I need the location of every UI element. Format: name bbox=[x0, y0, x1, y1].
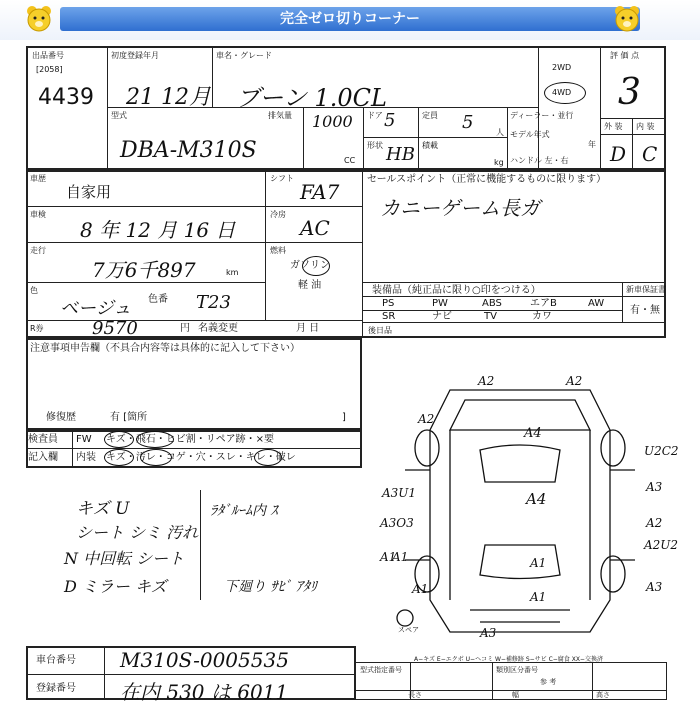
lot-sub: [2058] bbox=[36, 65, 63, 74]
equip-airbag: エアB bbox=[530, 298, 557, 309]
seats-unit: 人 bbox=[496, 128, 504, 137]
entry-label: 記入欄 bbox=[28, 452, 58, 463]
aircon-label: 冷房 bbox=[270, 210, 286, 219]
damage-mark-right-2: A2 bbox=[646, 516, 663, 530]
interior-label: 内 装 bbox=[636, 122, 655, 131]
sales-label: セールスポイント（正常に機能するものに限ります） bbox=[367, 174, 607, 185]
damage-mark-rear: A1 bbox=[530, 590, 547, 604]
name-change-unit: 月 日 bbox=[296, 323, 320, 334]
in-yogore-circle bbox=[140, 449, 172, 466]
note-right-1: ﾗﾀﾞﾙｰﾑ内 ｽ bbox=[210, 503, 278, 519]
interior-value: C bbox=[642, 142, 658, 166]
color-no-label: 色番 bbox=[148, 294, 168, 305]
cc-label: 排気量 bbox=[268, 111, 292, 120]
aircon-value: AC bbox=[300, 216, 330, 240]
width-label: 幅 bbox=[512, 691, 519, 699]
length-label: 長さ bbox=[408, 691, 422, 699]
repair-label: 修復歴 bbox=[46, 412, 76, 423]
note-line-1: キズ U bbox=[76, 499, 130, 519]
chassis-value: M310S-0005535 bbox=[120, 648, 289, 672]
exterior-value: D bbox=[610, 142, 627, 166]
score-label: 評 価 点 bbox=[610, 51, 640, 60]
fw-label: FW bbox=[76, 434, 92, 445]
ref-label: 参 考 bbox=[540, 678, 557, 686]
height-label: 高さ bbox=[596, 691, 610, 699]
banner-title: 完全ゼロ切りコーナー bbox=[60, 7, 640, 31]
damage-mark-front-right: U2C2 bbox=[644, 444, 679, 458]
damage-mark-left-1: A3U1 bbox=[382, 486, 417, 500]
handle-label: ハンドル 左・右 bbox=[510, 156, 569, 165]
first-reg-label: 初度登録年月 bbox=[111, 51, 159, 60]
damage-mark-right-1: A3 bbox=[646, 480, 663, 494]
model-year-unit: 年 bbox=[588, 140, 596, 149]
bear-mascot-icon bbox=[24, 4, 54, 34]
car-name-label: 車名・グレード bbox=[216, 51, 272, 60]
doors-value: 5 bbox=[384, 110, 396, 131]
color-label: 色 bbox=[30, 286, 38, 295]
inspect-value: 8 年 12 月 16 日 bbox=[80, 218, 236, 242]
lot-label: 出品番号 bbox=[32, 51, 64, 60]
equip-sr: SR bbox=[382, 311, 396, 322]
interior-items: キズ・汚レ・コゲ・穴・スレ・キレ・破レ bbox=[106, 452, 296, 463]
interior-label2: 内装 bbox=[76, 452, 96, 463]
reg-label: 登録番号 bbox=[36, 683, 76, 694]
seats-label: 定員 bbox=[422, 111, 438, 120]
in-kizu-circle bbox=[104, 449, 134, 466]
sales-value: カニーゲーム長ガ bbox=[380, 196, 540, 220]
lot-number: 4439 bbox=[38, 85, 94, 110]
first-reg-value: 21 12月 bbox=[126, 85, 211, 110]
damage-mark-bottom-left: A1 bbox=[380, 550, 397, 564]
exterior-label: 外 装 bbox=[604, 122, 623, 131]
name-change-label: 名義変更 bbox=[198, 323, 238, 334]
fw-tobiishi-circle bbox=[136, 431, 174, 448]
equip-aw: AW bbox=[588, 298, 605, 309]
new-car-value: 有・無 bbox=[630, 305, 660, 316]
shift-value: FA7 bbox=[300, 180, 340, 204]
note-line-3: N 中回転 シート bbox=[64, 549, 185, 568]
dealer-label: ディーラー・並行 bbox=[510, 111, 574, 120]
inspector-label: 検査員 bbox=[28, 434, 58, 445]
equip-navi: ナビ bbox=[432, 311, 452, 322]
repair-end: ] bbox=[342, 412, 346, 423]
damage-legend: A−キズ E−エクボ U−ヘコミ W−補修跡 S−サビ C−腐食 XX−交換済 bbox=[414, 656, 603, 663]
note-right-2: 下廻り ｻﾋﾞ ｱﾀﾘ bbox=[224, 579, 317, 595]
equip-label: 装備品（純正品に限り○印をつける） bbox=[372, 285, 541, 296]
spare-label: スペア bbox=[398, 626, 419, 634]
in-sure-circle bbox=[254, 449, 282, 466]
damage-mark-right-4: A3 bbox=[646, 580, 663, 594]
note-line-4: D ミラー キズ bbox=[64, 577, 167, 596]
damage-mark-top-right: A2 bbox=[566, 374, 583, 388]
damage-mark-trunk: A1 bbox=[530, 556, 547, 570]
equip-abs: ABS bbox=[482, 298, 502, 309]
recycle-label: R券 bbox=[30, 324, 44, 333]
model-label: 型式 bbox=[111, 111, 127, 120]
shape-value: HB bbox=[386, 144, 415, 165]
score-value: 3 bbox=[618, 72, 641, 113]
cc-unit: CC bbox=[344, 156, 356, 165]
damage-mark-bottom: A3 bbox=[480, 626, 497, 640]
type-cert-label: 型式指定番号 bbox=[360, 666, 402, 674]
fuel-label: 燃料 bbox=[270, 246, 286, 255]
damage-mark-hood: A4 bbox=[524, 426, 542, 441]
fuel-light: 軽 油 bbox=[298, 280, 322, 291]
repair-value: 有 [箇所 bbox=[110, 412, 148, 423]
recycle-value: 9570 bbox=[92, 318, 138, 339]
drive-2wd: 2WD bbox=[552, 63, 572, 72]
new-car-label: 新車保証書 bbox=[626, 285, 666, 294]
fw-kizu-circle bbox=[104, 431, 134, 448]
damage-mark-roof: A4 bbox=[526, 490, 547, 508]
damage-mark-left-3: A1 bbox=[392, 550, 409, 564]
damage-mark-left-4: A1 bbox=[412, 582, 429, 596]
fuel-gas: ガソリン bbox=[290, 260, 330, 271]
cc-value: 1000 bbox=[312, 112, 353, 131]
shape-label: 形状 bbox=[367, 141, 383, 150]
rear-seat-label: 後日品 bbox=[368, 326, 392, 335]
mileage-value: 7万6千897 bbox=[92, 258, 196, 282]
inspect-label: 車検 bbox=[30, 210, 46, 219]
damage-mark-top-left: A2 bbox=[478, 374, 495, 388]
drive-4wd: 4WD bbox=[552, 88, 572, 97]
load-unit: kg bbox=[494, 158, 504, 167]
color-value: ベージュ bbox=[60, 298, 132, 319]
doors-label: ドア bbox=[367, 111, 383, 120]
equip-pw: PW bbox=[432, 298, 448, 309]
color-no-value: T23 bbox=[196, 292, 231, 313]
cat-label: 類別区分番号 bbox=[496, 666, 538, 674]
reg-value: 在内 530 は 6011 bbox=[120, 680, 289, 704]
equip-tv: TV bbox=[484, 311, 497, 322]
fw-items: キズ・飛石・ヒビ割・リペア跡・×要 bbox=[106, 434, 274, 445]
damage-mark-front-left: A2 bbox=[418, 412, 435, 426]
banner bbox=[0, 0, 700, 40]
damage-mark-left-2: A3O3 bbox=[380, 516, 414, 530]
equip-leather: カワ bbox=[532, 311, 552, 322]
type-label: 車歴 bbox=[30, 174, 46, 183]
car-name-value: ブーン 1.0CL bbox=[236, 84, 387, 112]
model-year-label: モデル年式 bbox=[510, 130, 550, 139]
seats-value: 5 bbox=[462, 112, 474, 133]
chassis-label: 車台番号 bbox=[36, 655, 76, 666]
mileage-unit: km bbox=[226, 268, 239, 277]
damage-mark-right-3: A2U2 bbox=[644, 538, 679, 552]
shift-label: シフト bbox=[270, 174, 294, 183]
mileage-label: 走行 bbox=[30, 246, 46, 255]
load-label: 積載 bbox=[422, 141, 438, 150]
note-line-2: シート シミ 汚れ bbox=[76, 523, 199, 542]
equip-ps: PS bbox=[382, 298, 395, 309]
type-value: 自家用 bbox=[66, 183, 112, 201]
recycle-unit: 円 bbox=[180, 323, 190, 334]
bear-mascot-icon bbox=[612, 4, 642, 34]
notes-label: 注意事項申告欄（不具合内容等は具体的に記入して下さい） bbox=[30, 343, 300, 354]
model-value: DBA-M310S bbox=[120, 138, 257, 163]
